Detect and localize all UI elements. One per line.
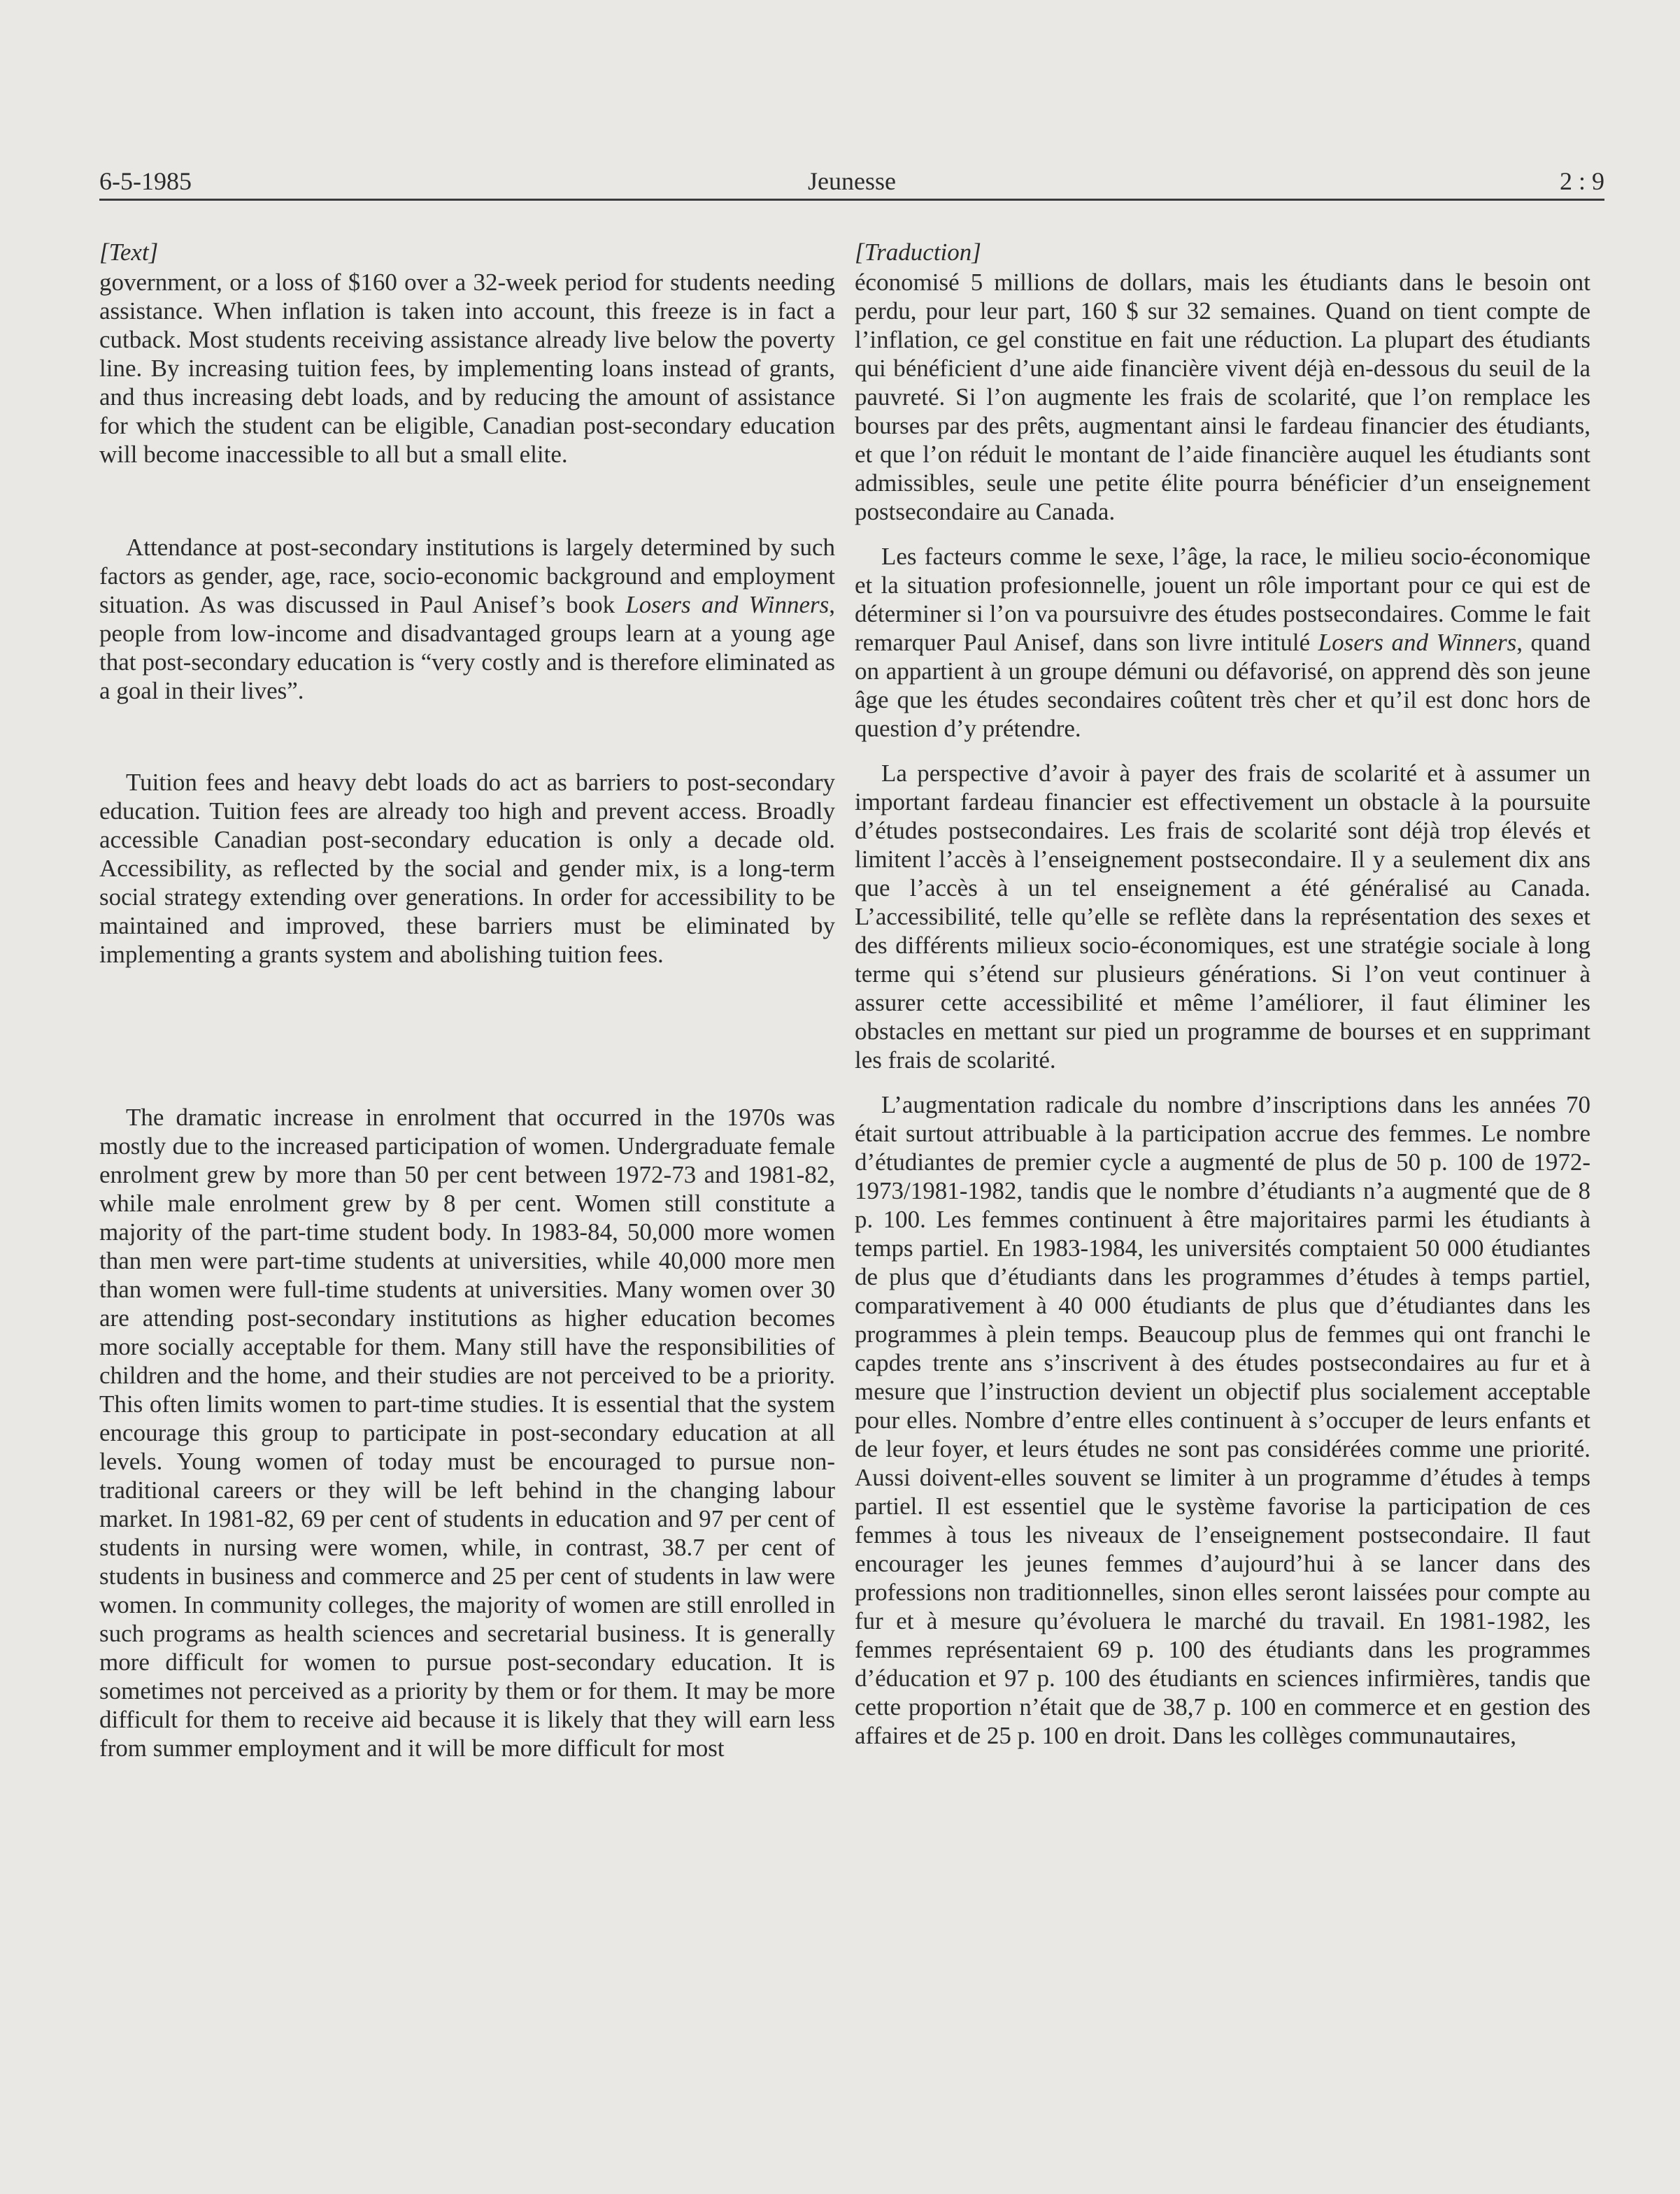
english-paragraph-1: government, or a loss of $160 over a 32-week period for students needing assistance. When inflation is taken into account, this freeze is in fact a cutback. Most students receiving assistance already live below the poverty line. By increasing tuition fees, by implementing loans instead of grants, and thus increasing debt loads, and by reducing the amount of assistance for which the student can be eligible, Canadian post-secondary education will become inaccessible to all but a small elite. — [99, 269, 835, 468]
header-page-number: 2 : 9 — [1559, 167, 1604, 195]
french-paragraph-2 — [855, 542, 1590, 743]
label-open-bracket: [ — [855, 238, 864, 266]
english-column — [99, 238, 835, 1762]
french-paragraph-2-end: , quand on appartient à un groupe démuni ou défavorisé, on apprend dès son jeune âge que les études secondaires coûtent très cher et qu’il est donc hors de question d’y prétendre. — [855, 629, 1590, 742]
english-paragraph-3: Tuition fees and heavy debt loads do act as barriers to post-secondary education. Tuition fees are already too high and prevent access. Broadly accessible Canadian post-secondary education is only a decade old. Accessibility, as reflected by the social and gender mix, is a long-term social strategy extending over generations. In order for accessibility to be maintained and improved, these barriers must be eliminated by implementing a grants system and abolishing tuition fees. — [99, 769, 835, 968]
page-header — [99, 165, 1604, 197]
label-close-bracket: ] — [971, 238, 981, 266]
english-column-label — [99, 238, 835, 266]
english-paragraph-4: The dramatic increase in enrolment that occurred in the 1970s was mostly due to the increased participation of women. Undergraduate female enrolment grew by more than 50 per cent between 1972-73 and 1981-82, while male enrolment grew by 8 per cent. Women still constitute a majority of the part-time student body. In 1983-84, 50,000 more women than men were part-time students at universities, while 40,000 more men than women were full-time students at universities. Many women over 30 are attending post-secondary institutions as higher education becomes more socially acceptable for them. Many still have the responsibilities of children and the home, and their studies are not perceived to be a priority. This often limits women to part-time studies. It is essential that the system encourage this group to participate in post-secondary education at all levels. Young women of today must be encouraged to pursue non-traditional careers or they will be left behind in the changing labour market. In 1981-82, 69 per cent of students in education and 97 per cent of students in nursing were women, while, in contrast, 38.7 per cent of students in business and commerce and 25 per cent of students in law were women. In community colleges, the majority of women are still enrolled in such programs as health sciences and secretarial business. It is generally more difficult for women to pursue post-secondary education. It is sometimes not perceived as a priority by them or for them. It may be more difficult for them to receive aid because it is likely that they will earn less from summer employment and it will be more difficult for most — [99, 1104, 835, 1762]
english-paragraph-2-end: , people from low-income and disadvantaged groups learn at a young age that post-secondary education is “very costly and is therefore eliminated as a goal in their lives”. — [99, 591, 835, 704]
french-paragraph-4: L’augmentation radicale du nombre d’inscriptions dans les années 70 était surtout attribuable à la participation accrue des femmes. Le nombre d’étudiantes de premier cycle a augmenté de plus de 50 p. 100 de 1972-1973/1981-1982, tandis que le nombre d’étudiants n’a augmenté que de 8 p. 100. Les femmes continuent à être majoritaires parmi les étudiants à temps partiel. En 1983-1984, les universités comptaient 50 000 étudiantes de plus que d’étudiants dans les programmes d’études à temps partiel, comparativement à 40 000 étudiants de plus que d’étudiantes dans les programmes à plein temps. Beaucoup plus de femmes qui ont franchi le capdes trente ans s’inscrivent à des études postsecondaires au fur et à mesure que l’instruction devient un objectif plus socialement acceptable pour elles. Nombre d’entre elles continuent à s’occuper de leurs enfants et de leur foyer, et leurs études ne sont pas considérées comme une priorité. Aussi doivent-elles souvent se limiter à un programme d’études à temps partiel. Il est essentiel que le système favorise la participation de ces femmes à tous les niveaux de l’enseignement postsecondaire. Il faut encourager les jeunes femmes d’aujourd’hui à se lancer dans des professions non traditionnelles, sinon elles seront laissées pour compte au fur et à mesure qu’évoluera le marché du travail. En 1981-1982, les femmes représentaient 69 p. 100 des étudiants dans les programmes d’éducation et 97 p. 100 des étudiants en sciences infirmières, tandis que cette proportion n’était que de 38,7 p. 100 en commerce et en gestion des affaires et de 25 p. 100 en droit. Dans les collèges communautaires, — [855, 1091, 1590, 1749]
english-paragraph-2-start: Attendance at post-secondary institutions is largely determined by such factors as gender, age, race, socio-economic background and employment situation. As was discussed in Paul Anisef’s book — [99, 534, 835, 618]
header-date: 6-5-1985 — [99, 167, 192, 195]
french-column-label — [855, 238, 1590, 266]
label-text: Text — [108, 238, 149, 266]
french-paragraph-2-start: Les facteurs comme le sexe, l’âge, la race, le milieu socio-économique et la situation profesionnelle, jouent un rôle important pour ce qui est de déterminer si l’on va poursuivre des études postsecondaires. Comme le fait remarquer Paul Anisef, dans son livre intitulé — [855, 543, 1590, 656]
french-column — [855, 238, 1590, 1750]
french-book-title: Losers and Winners — [1318, 629, 1517, 656]
header-rule — [99, 199, 1604, 201]
header-title: Jeunesse — [808, 167, 896, 195]
english-book-title: Losers and Winners — [625, 591, 830, 618]
english-paragraph-2 — [99, 533, 835, 705]
french-paragraph-3: La perspective d’avoir à payer des frais de scolarité et à assumer un important fardeau financier est effectivement un obstacle à la poursuite d’études postsecondaires. Les frais de scolarité sont déjà trop élevés et limitent l’accès à l’enseignement postsecondaire. Il y a seulement dix ans que l’accès à un tel enseignement a été généralisé au Canada. L’accessibilité, telle qu’elle se reflète dans la représentation des sexes et des différents milieux socio-économiques, est une stratégie sociale à long terme qui s’étend sur plusieurs générations. Si l’on veut continuer à assurer cette accessibilité et même l’améliorer, il faut éliminer les obstacles en mettant sur pied un programme de bourses et en supprimant les frais de scolarité. — [855, 760, 1590, 1074]
french-paragraph-1: économisé 5 millions de dollars, mais les étudiants dans le besoin ont perdu, pour leur part, 160 $ sur 32 semaines. Quand on tient compte de l’inflation, ce gel constitue en fait une réduction. La plupart des étudiants qui bénéficient d’une aide financière vivent déjà en-dessous du seuil de la pauvreté. Si l’on augmente les frais de scolarité, que l’on remplace les bourses par des prêts, augmentant ainsi le fardeau financier des étudiants, et que l’on réduit le montant de l’aide financière auquel les étudiants sont admissibles, seule une petite élite pourra bénéficier d’un enseignement postsecondaire au Canada. — [855, 269, 1590, 525]
label-open-bracket: [ — [99, 238, 109, 266]
label-text: Traduction — [864, 238, 972, 266]
label-close-bracket: ] — [148, 238, 159, 266]
